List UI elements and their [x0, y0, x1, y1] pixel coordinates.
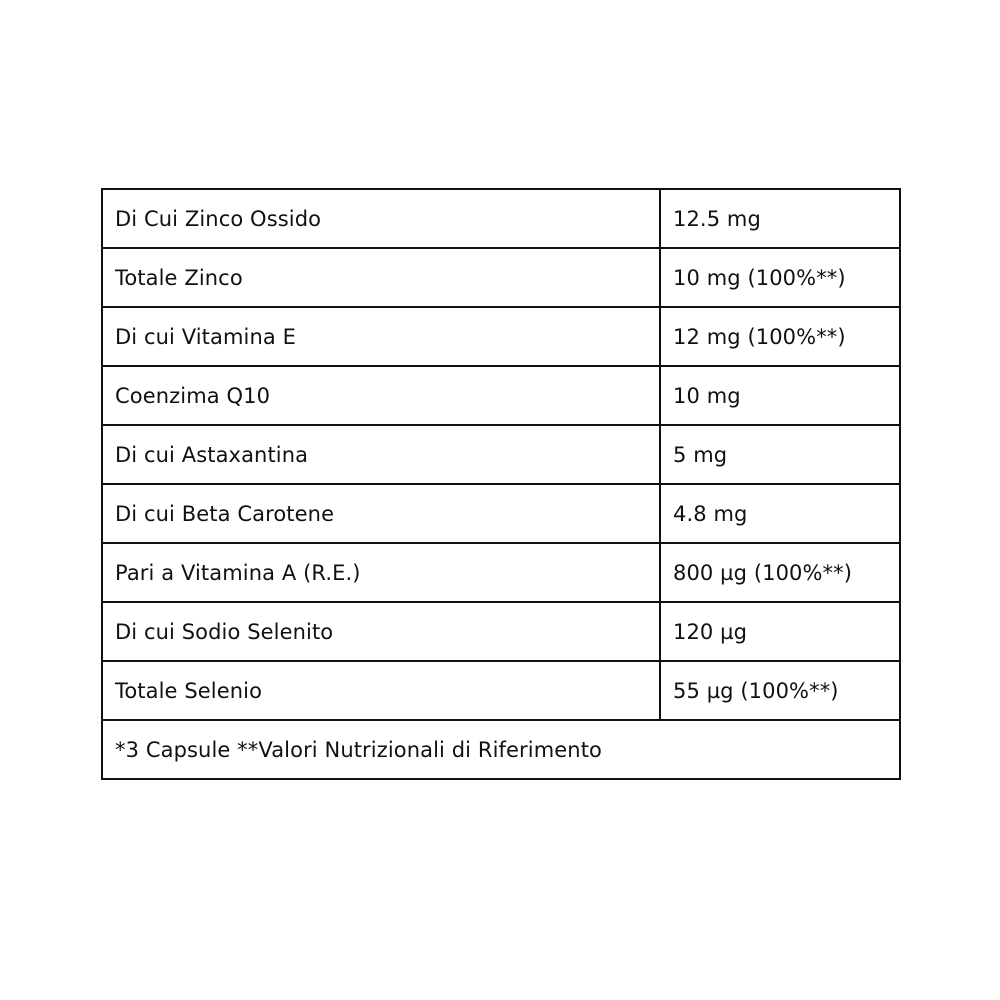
nutrient-name: Pari a Vitamina A (R.E.): [102, 543, 660, 602]
table-row: [102, 484, 900, 543]
nutrient-value: 800 µg (100%**): [660, 543, 900, 602]
nutrient-name: Di cui Sodio Selenito: [102, 602, 660, 661]
nutrient-value: 4.8 mg: [660, 484, 900, 543]
nutrient-name: Di cui Vitamina E: [102, 307, 660, 366]
table-row: [102, 248, 900, 307]
nutrient-value: 10 mg: [660, 366, 900, 425]
table-row: [102, 425, 900, 484]
nutrient-name: Totale Zinco: [102, 248, 660, 307]
table-row: [102, 543, 900, 602]
nutrient-value: 120 µg: [660, 602, 900, 661]
nutrient-name: Di cui Astaxantina: [102, 425, 660, 484]
table-row: [102, 307, 900, 366]
footnote-row: [102, 720, 900, 779]
nutrient-name: Di cui Beta Carotene: [102, 484, 660, 543]
nutrient-name: Di Cui Zinco Ossido: [102, 189, 660, 248]
nutrient-name: Totale Selenio: [102, 661, 660, 720]
nutrition-table: [101, 188, 901, 780]
nutrient-value: 12.5 mg: [660, 189, 900, 248]
table-row: [102, 661, 900, 720]
nutrient-value: 5 mg: [660, 425, 900, 484]
nutrient-value: 10 mg (100%**): [660, 248, 900, 307]
table-row: [102, 602, 900, 661]
nutrient-name: Coenzima Q10: [102, 366, 660, 425]
table-row: [102, 189, 900, 248]
footnote: *3 Capsule **Valori Nutrizionali di Riferimento: [102, 720, 900, 779]
table-row: [102, 366, 900, 425]
nutrient-value: 55 µg (100%**): [660, 661, 900, 720]
nutrient-value: 12 mg (100%**): [660, 307, 900, 366]
